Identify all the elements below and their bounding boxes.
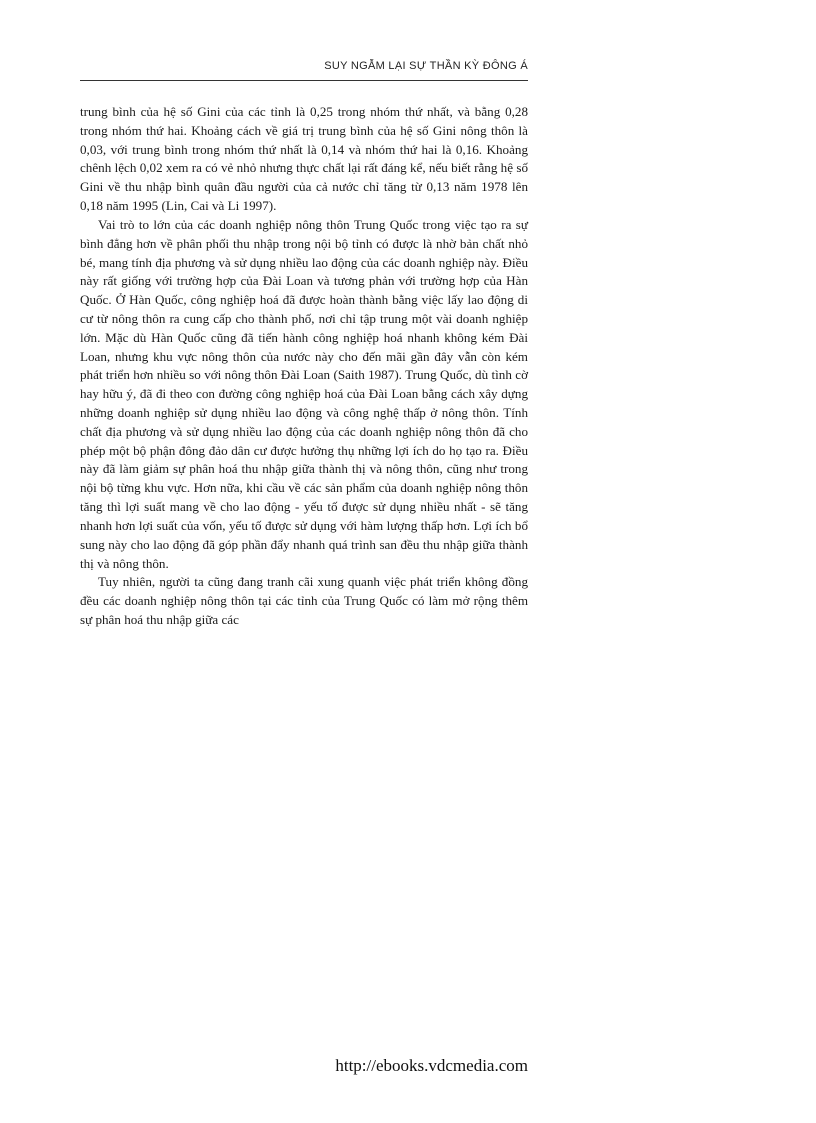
footer-url[interactable]: http://ebooks.vdcmedia.com: [335, 1056, 528, 1075]
paragraph-3: Tuy nhiên, người ta cũng đang tranh cãi xung quanh việc phát triển không đồng đều các doanh nghiệp nông thôn tại các tỉnh của Trung Quốc có làm mở rộng thêm sự phân hoá thu nhập giữa các: [80, 574, 528, 627]
body-text: [80, 103, 528, 630]
paragraph-1: trung bình của hệ số Gini của các tỉnh là 0,25 trong nhóm thứ nhất, và bằng 0,28 trong nhóm thứ hai. Khoảng cách về giá trị trung bình của hệ số Gini nông thôn là 0,03, với trung bình trong nhóm thứ nhất là 0,14 và nhóm thứ hai là 0,16. Khoảng chênh lệch 0,02 xem ra có vẻ nhỏ nhưng thực chất lại rất đáng kể, nếu biết rằng hệ số Gini về thu nhập bình quân đầu người của cả nước chỉ tăng từ 0,13 năm 1978 lên 0,18 năm 1995 (Lin, Cai và Li 1997).: [80, 104, 528, 214]
running-header: SUY NGẪM LẠI SỰ THẦN KỲ ĐÔNG Á: [324, 60, 528, 72]
paragraph-2: Vai trò to lớn của các doanh nghiệp nông thôn Trung Quốc trong việc tạo ra sự bình đẳng hơn về phân phối thu nhập trong nội bộ tỉnh có được là nhờ bản chất nhỏ bé, mang tính địa phương và sử dụng nhiều lao động của các doanh nghiệp này. Điều này rất giống với trường hợp của Đài Loan và tương phản với trường hợp của Hàn Quốc. Ở Hàn Quốc, công nghiệp hoá đã được hoàn thành bằng việc lấy lao động di cư từ nông thôn ra cung cấp cho thành phố, nơi chỉ tập trung một vài doanh nghiệp lớn. Mặc dù Hàn Quốc cũng đã tiến hành công nghiệp hoá nhanh không kém Đài Loan, nhưng khu vực nông thôn của nước này cho đến mãi gần đây vẫn còn kém phát triển hơn nhiều so với nông thôn Đài Loan (Saith 1987). Trung Quốc, dù tình cờ hay hữu ý, đã đi theo con đường công nghiệp hoá của Đài Loan bằng cách xây dựng những doanh nghiệp sử dụng nhiều lao động và công nghệ thấp ở nông thôn. Tính chất địa phương và sử dụng nhiều lao động của các doanh nghiệp nông thôn đã cho phép một bộ phận đông đảo dân cư được hưởng thụ những lợi ích do họ tạo ra. Điều này đã làm giảm sự phân hoá thu nhập giữa thành thị và nông thôn, cũng như trong nội bộ từng khu vực. Hơn nữa, khi cầu về các sản phẩm của doanh nghiệp nông thôn tăng thì lợi suất mang về cho lao động - yếu tố được sử dụng nhiều nhất - sẽ tăng nhanh hơn lợi suất của vốn, yếu tố được sử dụng với hàm lượng thấp hơn. Lợi ích bổ sung này cho lao động đã góp phần đẩy nhanh quá trình san đều thu nhập giữa thành thị và nông thôn.: [80, 216, 528, 571]
header-divider: [80, 80, 528, 81]
